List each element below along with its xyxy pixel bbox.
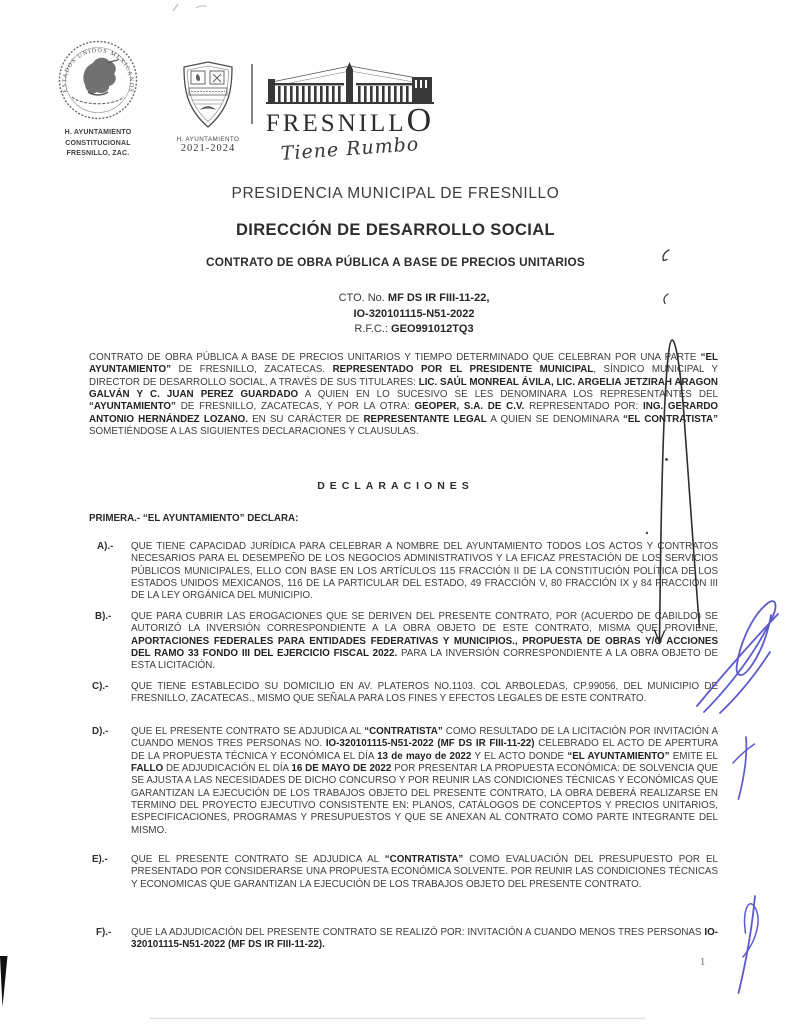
clause-label: A).- <box>97 541 114 552</box>
seal-caption-line: FRESNILLO, ZAC. <box>66 150 130 157</box>
blue-cross-mark <box>733 737 755 799</box>
clause-f <box>92 927 718 952</box>
clause-b <box>92 611 718 673</box>
clause-label: B).- <box>95 611 112 622</box>
clause-e <box>92 854 718 891</box>
clause-text: QUE EL PRESENTE CONTRATO SE ADJUDICA AL “CONTRATISTA” COMO EVALUACIÓN DEL PRESUPUESTO POR EL PRESENTADO POR CONSIDERARSE UNA PROPUESTA ECONÓMICA SOLVENTE. POR REUNIR LAS CONDICIONES TÉCNICAS Y ECONOMICAS QUE GARANTIZAN LA EJECUCIÓN DE LOS TRABAJOS OBJETO DEL PRESENTE CONTRATO. <box>131 854 718 890</box>
svg-text:ESTADOS UNIDOS MEXICANOS: ESTADOS UNIDOS MEXICANOS <box>61 47 135 94</box>
seal-caption-line: CONSTITUCIONAL <box>65 139 131 147</box>
contract-reference <box>36 291 791 338</box>
crest-caption: H. AYUNTAMIENTO <box>176 136 240 143</box>
monument-skyline-icon <box>266 62 434 104</box>
crest-years: 2021-2024 <box>180 143 236 154</box>
department-title: DIRECCIÓN DE DESARROLLO SOCIAL <box>235 221 556 239</box>
clause-text: QUE LA ADJUDICACIÓN DEL PRESENTE CONTRATO SE REALIZÓ POR: INVITACIÓN A CUANDO MENOS TRES PERSONAS IO-320101115-N51-2022 (MF DS IR FIII-11-22). <box>131 927 718 951</box>
clause-text: QUE EL PRESENTE CONTRATO SE ADJUDICA AL “CONTRATISTA” COMO RESULTADO DE LA LICITACIÓN POR INVITACIÓN A CUANDO MENOS TRES PERSONAS NO. IO-320101115-N51-2022 (MF DS IR FIII-11-22) CELEBRADO EL ACTO DE APERTURA DE LA PROPUESTA TÉCNICA Y ECONÓMICA EL DÍA 13 de mayo de 2022 Y EL ACTO DONDE “EL AYUNTAMIENTO” EMITE EL FALLO DE ADJUDICACIÓN EL DÍA 16 DE MAYO DE 2022 POR PRESENTAR LA PROPUESTA ECONÓMICA: DE SOLVENCIA QUE SE AJUSTA A LAS NECESIDADES DE DICHO CONCURSO Y POR REUNIR LAS CONDICIONES TÉCNICAS Y ECONÓMICAS QUE GARANTIZAN LA EJECUCIÓN DE LOS TRABAJOS OBJETO DEL PRESENTE CONTRATO, LA OBRA DEBERÁ REALIZARSE EN TERMINO DEL PROYECTO EJECUTIVO CONSISTENTE EN: PLANOS, CATÁLOGOS DE CONCEPTOS Y PRECIOS UNITARIOS, ESPECIFICACIONES, PROGRAMAS Y PRESUPUESTOS Y QUE SE ANEXAN AL CONTRATO COMO PARTE INTEGRANTE DEL MISMO. <box>131 726 718 836</box>
municipal-crest <box>166 60 250 154</box>
preamble-paragraph: CONTRATO DE OBRA PÚBLICA A BASE DE PRECIOS UNITARIOS Y TIEMPO DETERMINADO QUE CELEBRAN POR UNA PARTE “EL AYUNTAMIENTO” DE FRESNILLO, ZACATECAS. REPRESENTADO POR EL PRESIDENTE MUNICIPAL, SÍNDICO MUNICIPAL Y DIRECTOR DE DESARROLLO SOCIAL, A TRAVÉS DE SUS TITULARES: LIC. SAÚL MONREAL ÁVILA, LIC. ARGELIA JETZIRAH ARAGON GALVÁN Y C. JUAN PEREZ GUARDADO A QUIEN EN LO SUCESIVO SE LES DENOMINARA LOS REPRESENTANTES DEL “AYUNTAMIENTO” DE FRESNILLO, ZACATECAS, Y POR LA OTRA: GEOPER, S.A. DE C.V. REPRESENTADO POR: ING. GERARDO ANTONIO HERNÁNDEZ LOZANO. EN SU CARÁCTER DE REPRESENTANTE LEGAL A QUIEN SE DENOMINARA “EL CONTRATISTA” SOMETIÉNDOSE A LAS SIGUIENTES DECLARACIONES Y CLAUSULAS. <box>89 352 719 438</box>
scan-smudge-top <box>173 4 206 11</box>
clause-text: QUE TIENE ESTABLECIDO SU DOMICILIO EN AV. PLATEROS NO.1103. COL ARBOLEDAS, CP.99056, DEL MUNICIPIO DE FRESNILLO, ZACATECAS., MISMO QUE SEÑALA PARA LOS FINES Y EFECTOS LEGALES DE ESTE CONTRATO. <box>131 681 718 705</box>
scan-artifact-corner <box>0 956 8 1007</box>
seal-caption-line: H. AYUNTAMIENTO <box>64 129 132 136</box>
fresnillo-logo <box>258 62 442 165</box>
mexican-eagle-seal-icon <box>52 40 144 122</box>
clause-label: E).- <box>92 854 108 865</box>
invitation-number-line: IO-320101115-N51-2022 <box>353 307 475 320</box>
clause-text: QUE TIENE CAPACIDAD JURÍDICA PARA CELEBRAR A NOMBRE DEL AYUNTAMIENTO TODOS LOS ACTOS Y CONTRATOS NECESARIOS PARA EL DESEMPEÑO DE LOS NEGOCIOS ADMINISTRATIVOS Y LA EFICAZ PRESTACIÓN DE LOS SERVICIOS PÚBLICOS MUNICIPALES, ELLO CON BASE EN LOS ARTÍCULOS 115 FRACCIÓN II DE LA CONSTITUCIÓN POLÍTICA DE LOS ESTADOS UNIDOS MEXICANOS, 116 DE LA PARTICULAR DEL ESTADO, 49 FRACCIÓN V, 80 FRACCIÓN IX y 84 FRACCIÓN III DE LA LEY ORGÁNICA DEL MUNICIPIO. <box>131 541 718 602</box>
primera-heading: PRIMERA.- “EL AYUNTAMIENTO” DECLARA: <box>89 513 299 524</box>
rfc-line: R.F.C.: GEO991012TQ3 <box>354 323 474 335</box>
clause-label: F).- <box>96 927 112 938</box>
contract-type-title: CONTRATO DE OBRA PÚBLICA A BASE DE PRECIOS UNITARIOS <box>206 255 585 269</box>
tagline-tiene-rumbo: Tiene Rumbo <box>280 133 420 165</box>
national-seal <box>44 40 152 160</box>
blue-flick-stroke <box>739 896 759 993</box>
declarations-heading: DECLARACIONES <box>317 480 474 492</box>
clause-a <box>92 541 718 603</box>
fresnillo-wordmark: FRESNILLO <box>265 102 435 139</box>
page-number: 1 <box>700 957 706 968</box>
clause-label: C).- <box>92 681 109 692</box>
clause-c <box>92 681 718 706</box>
clause-label: D).- <box>92 726 109 737</box>
clause-d <box>92 726 718 837</box>
institution-title: PRESIDENCIA MUNICIPAL DE FRESNILLO <box>231 185 560 202</box>
contract-number-line: CTO. No. MF DS IR FIII-11-22, <box>338 292 490 304</box>
clause-text: QUE PARA CUBRIR LAS EROGACIONES QUE SE DERIVEN DEL PRESENTE CONTRATO, POR (ACUERDO DE CABILDO) SE AUTORIZÓ LA INVERSIÓN CORRESPONDIENTE A LA OBRA OBJETO DE ESTE CONTRATO, MISMA QUE PROVIENE, APORTACIONES FEDERALES PARA ENTIDADES FEDERATIVAS Y MUNICIPIOS., PROPUESTA DE OBRAS Y/O ACCIONES DEL RAMO 33 FONDO III DEL EJERCICIO FISCAL 2022. PARA LA INVERSIÓN CORRESPONDIENTE A LA OBRA OBJETO DE ESTA LICITACIÓN. <box>131 611 719 672</box>
logo-divider <box>251 64 253 124</box>
heraldic-shield-icon <box>180 60 236 130</box>
